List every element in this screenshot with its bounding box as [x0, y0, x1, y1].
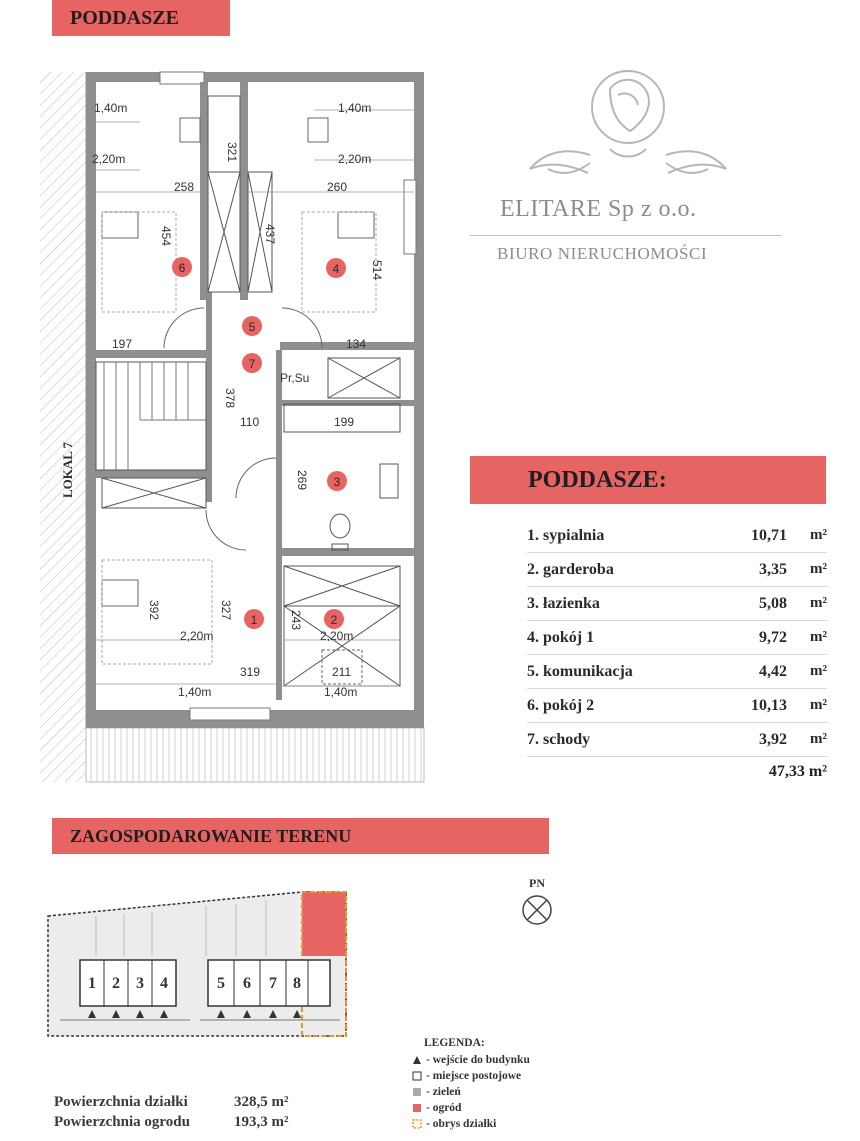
dim-label: 260 [327, 180, 348, 194]
unit-label: 8 [293, 975, 301, 992]
dim-label: 1,40m [324, 685, 358, 699]
dim-label: 319 [240, 665, 261, 679]
room-area: 4,42 [759, 662, 787, 680]
legend [410, 1037, 530, 1132]
stat-value: 328,5 m² [234, 1093, 289, 1110]
dim-label: 2,20m [180, 629, 214, 643]
dim-label: 243 [289, 610, 303, 631]
svg-text:2: 2 [330, 613, 338, 627]
dim-label: 2,20m [320, 629, 354, 643]
unit-label: 4 [160, 975, 168, 992]
side-label-lokal: LOKAL 7 [60, 442, 75, 498]
room-marker [326, 258, 346, 278]
unit-label: 2 [112, 975, 120, 992]
dashed-orange-square-icon [410, 1119, 424, 1129]
table-row [527, 689, 827, 723]
room-name: 2. garderoba [527, 560, 614, 578]
triangle-icon [410, 1055, 424, 1065]
site-plan [40, 886, 360, 1046]
unit-label: 5 [217, 975, 225, 992]
dim-label: 211 [332, 665, 352, 679]
table-row [527, 621, 827, 655]
area-unit: m² [810, 527, 827, 543]
legend-item [410, 1068, 530, 1084]
brand-name: ELITARE Sp z o.o. [500, 196, 697, 222]
table-row [527, 723, 827, 757]
dim-label: 269 [295, 470, 309, 491]
area-unit: m² [810, 561, 827, 577]
summary-banner [470, 456, 826, 504]
dim-label: 1,40m [338, 101, 372, 115]
svg-text:5: 5 [248, 320, 256, 334]
table-row [527, 553, 827, 587]
brand-divider [470, 235, 782, 236]
compass-label: PN [529, 876, 545, 890]
dim-label: 199 [334, 415, 355, 429]
dim-label: 1,40m [94, 101, 128, 115]
dim-label: 437 [263, 224, 277, 245]
roof-strip [86, 728, 424, 782]
legend-item [410, 1052, 530, 1068]
legend-label: - miejsce postojowe [426, 1070, 522, 1082]
svg-text:4: 4 [332, 262, 340, 276]
legend-label: - wejście do budynku [426, 1054, 530, 1066]
room-name: 3. łazienka [527, 594, 600, 612]
stat-label: Powierzchnia działki [54, 1093, 188, 1110]
dim-label: 321 [225, 142, 239, 163]
plot-stats [54, 1092, 289, 1132]
summary-title: PODDASZE: [528, 466, 667, 493]
svg-text:3: 3 [333, 475, 341, 489]
area-unit: m² [810, 629, 827, 645]
svg-text:7: 7 [248, 357, 256, 371]
floor-plan [40, 60, 440, 785]
area-total: 47,33 m² [768, 763, 827, 780]
section-banner-poddasze [52, 0, 230, 36]
dim-label: 514 [370, 260, 384, 281]
dim-label: 1,40m [178, 685, 212, 699]
area-table [527, 519, 827, 787]
room-marker [327, 471, 347, 491]
stat-label: Powierzchnia ogrodu [54, 1113, 190, 1130]
room-name: 7. schody [527, 730, 591, 748]
compass-icon [520, 893, 554, 927]
room-area: 10,13 [751, 696, 787, 714]
room-marker [242, 353, 262, 373]
dim-label: 378 [223, 388, 237, 409]
svg-text:6: 6 [178, 261, 186, 275]
room-area: 9,72 [759, 628, 787, 646]
room-name: 6. pokój 2 [527, 696, 595, 714]
area-unit: m² [810, 595, 827, 611]
legend-label: - ogród [426, 1102, 462, 1114]
area-unit: m² [810, 731, 827, 747]
red-square-icon [410, 1103, 424, 1113]
gray-square-icon [410, 1087, 424, 1097]
room-marker [324, 609, 344, 629]
area-unit: m² [810, 697, 827, 713]
room-marker [244, 609, 264, 629]
legend-label: - zieleń [426, 1086, 461, 1098]
legend-label: - obrys działki [426, 1118, 497, 1130]
room-marker [242, 316, 262, 336]
dim-label: 2,20m [338, 152, 372, 166]
room-area: 3,35 [759, 560, 787, 578]
brand-subtitle: BIURO NIERUCHOMOŚCI [497, 244, 708, 263]
legend-item [410, 1100, 530, 1116]
dim-label: 392 [147, 600, 161, 621]
room-marker [172, 257, 192, 277]
site-title: ZAGOSPODAROWANIE TERENU [70, 825, 352, 846]
unit-label: 6 [243, 975, 251, 992]
section-title: PODDASZE [70, 6, 179, 29]
stat-value: 193,3 m² [234, 1113, 289, 1130]
inner-walls [96, 82, 414, 700]
dim-label: 258 [174, 180, 195, 194]
svg-text:1: 1 [250, 613, 258, 627]
stat-row [54, 1092, 289, 1112]
dim-label: 327 [219, 600, 233, 621]
dim-label: 134 [346, 337, 367, 351]
dim-label: 197 [112, 337, 133, 351]
unit-label: 7 [269, 975, 277, 992]
dim-label: 454 [159, 226, 173, 247]
neighbor-hatch [40, 72, 86, 782]
table-row [527, 587, 827, 621]
table-row [527, 519, 827, 553]
unit-label: 3 [136, 975, 144, 992]
dim-label: 110 [240, 415, 260, 429]
square-outline-icon [410, 1071, 424, 1081]
area-unit: m² [810, 663, 827, 679]
room-name: 1. sypialnia [527, 526, 605, 544]
room-area: 10,71 [751, 526, 787, 544]
table-row [527, 655, 827, 689]
legend-title: LEGENDA: [424, 1037, 485, 1049]
room-name: 5. komunikacja [527, 662, 633, 680]
dim-label: 2,20m [92, 152, 126, 166]
room-area: 3,92 [759, 730, 787, 748]
unit-label: 1 [88, 975, 96, 992]
room-name: 4. pokój 1 [527, 628, 595, 646]
stat-row [54, 1112, 289, 1132]
legend-item [410, 1084, 530, 1100]
legend-item [410, 1116, 530, 1132]
room-area: 5,08 [759, 594, 787, 612]
prsu-label: Pr,Su [280, 371, 310, 385]
site-banner [52, 818, 549, 854]
